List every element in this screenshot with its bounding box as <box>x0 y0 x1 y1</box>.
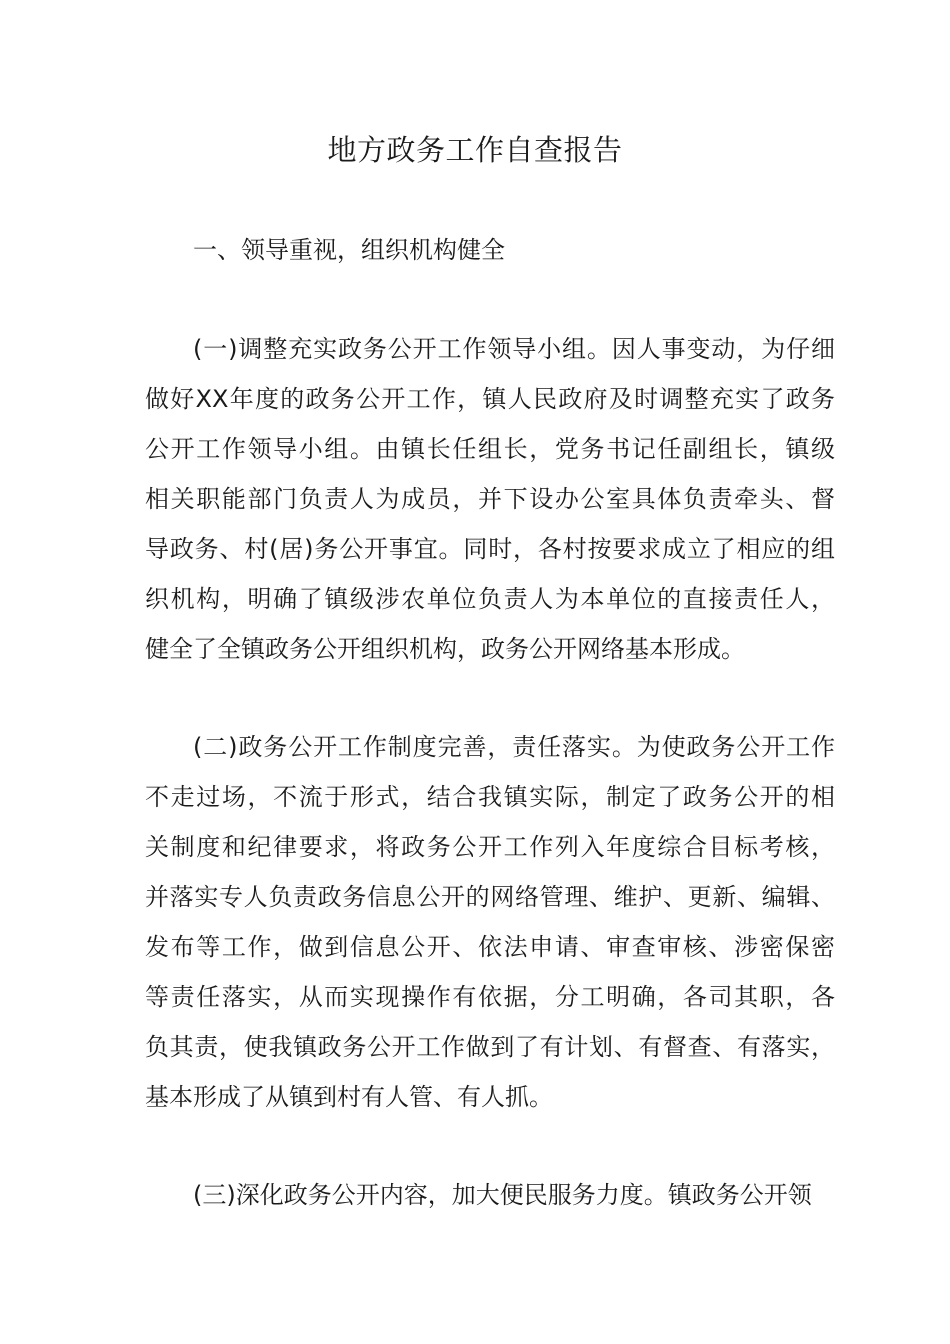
paragraph-1 <box>145 324 835 674</box>
paragraph-2 <box>145 722 835 1122</box>
paragraph-line: 导政务、村(居)务公开事宜。同时，各村按要求成立了相应的组 <box>145 535 835 563</box>
paragraph-line: 做好XX年度的政务公开工作，镇人民政府及时调整充实了政务 <box>145 385 835 413</box>
paragraph-line: (二)政务公开工作制度完善，责任落实。为使政务公开工作 <box>193 733 835 761</box>
paragraph-line: 等责任落实，从而实现操作有依据，分工明确，各司其职，各 <box>145 983 835 1011</box>
paragraph-line: 公开工作领导小组。由镇长任组长，党务书记任副组长，镇级 <box>145 435 835 463</box>
paragraph-line: 相关职能部门负责人为成员，并下设办公室具体负责牵头、督 <box>145 485 835 513</box>
paragraph-line: 基本形成了从镇到村有人管、有人抓。 <box>145 1083 553 1111</box>
paragraph-line: 并落实专人负责政务信息公开的网络管理、维护、更新、编辑、 <box>145 883 835 911</box>
paragraph-line: 发布等工作，做到信息公开、依法申请、审查审核、涉密保密 <box>145 933 835 961</box>
paragraph-line: 织机构，明确了镇级涉农单位负责人为本单位的直接责任人， <box>145 585 835 613</box>
document-title: 地方政务工作自查报告 <box>327 133 623 167</box>
paragraph-line: 不走过场，不流于形式，结合我镇实际，制定了政务公开的相 <box>145 783 835 811</box>
paragraph-line: 关制度和纪律要求，将政务公开工作列入年度综合目标考核， <box>145 833 835 861</box>
paragraph-line: (三)深化政务公开内容，加大便民服务力度。镇政务公开领 <box>193 1181 812 1209</box>
paragraph-line: 健全了全镇政务公开组织机构，政务公开网络基本形成。 <box>145 635 745 663</box>
section-heading: 一、领导重视，组织机构健全 <box>193 236 505 264</box>
paragraph-line: (一)调整充实政务公开工作领导小组。因人事变动，为仔细 <box>193 335 835 363</box>
paragraph-line: 负其责，使我镇政务公开工作做到了有计划、有督查、有落实， <box>145 1033 835 1061</box>
paragraph-3 <box>145 1170 835 1220</box>
